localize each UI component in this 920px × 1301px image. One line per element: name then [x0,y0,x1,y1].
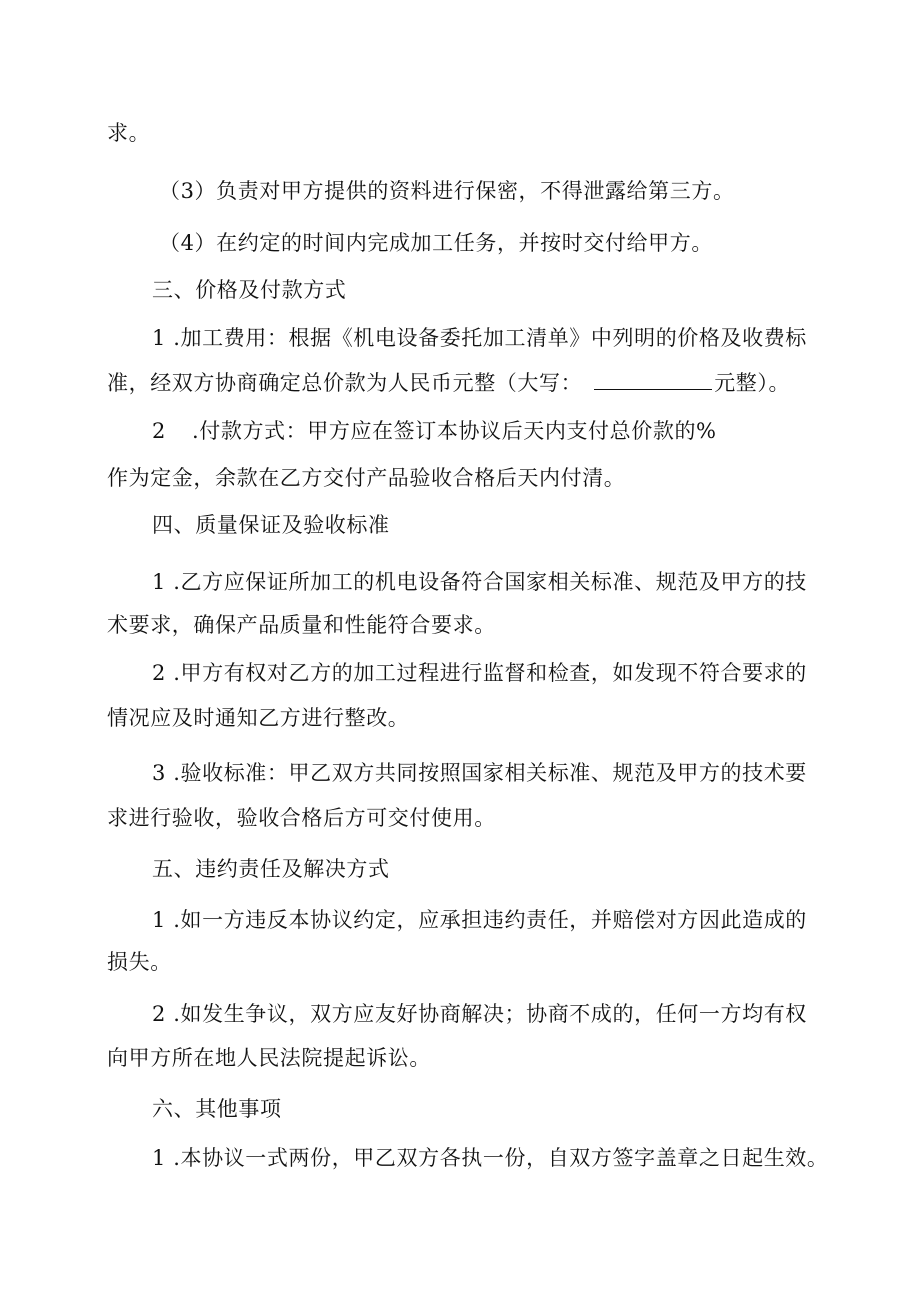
text-line: 求。 [107,121,151,145]
text-line [107,368,790,398]
section-heading: 三、价格及付款方式 [152,278,347,302]
text-line: 情况应及时通知乙方进行整改。 [107,706,410,730]
text-line: 3 .验收标准：甲乙双方共同按照国家相关标准、规范及甲方的技术要 [152,761,807,785]
text-line: （3）负责对甲方提供的资料进行保密，不得泄露给第三方。 [159,179,735,203]
fill-in-blank [594,371,712,390]
text-line: 2 .甲方有权对乙方的加工过程进行监督和检查，如发现不符合要求的 [152,661,807,685]
text-line: 1 .乙方应保证所加工的机电设备符合国家相关标准、规范及甲方的技 [152,570,807,594]
item-number: 2 [152,419,166,443]
text-line: 1 .加工费用：根据《机电设备委托加工清单》中列明的价格及收费标 [152,326,807,350]
text-segment: 元整）。 [714,371,791,395]
text-line: 向甲方所在地人民法院提起诉讼。 [107,1046,431,1070]
text-line: （4）在约定的时间内完成加工任务，并按时交付给甲方。 [159,231,713,255]
section-heading: 六、其他事项 [152,1097,282,1121]
section-heading: 四、质量保证及验收标准 [152,513,390,537]
text-segment: .付款方式：甲方应在签订本协议后天内支付总价款的% [191,419,717,443]
section-heading: 五、违约责任及解决方式 [152,857,390,881]
text-line: 损失。 [107,950,172,974]
text-line: 2 .如发生争议，双方应友好协商解决；协商不成的，任何一方均有权 [152,1002,807,1026]
text-line: 作为定金，余款在乙方交付产品验收合格后天内付清。 [107,466,626,490]
text-segment: 准，经双方协商确定总价款为人民币元整（大写： [107,371,583,395]
text-line [152,416,717,446]
text-line: 1 .本协议一式两份，甲乙双方各执一份，自双方签字盖章之日起生效。 [152,1146,829,1170]
text-line: 1 .如一方违反本协议约定，应承担违约责任，并赔偿对方因此造成的 [152,908,807,932]
text-line: 求进行验收，验收合格后方可交付使用。 [107,806,496,830]
text-line: 术要求，确保产品质量和性能符合要求。 [107,613,496,637]
